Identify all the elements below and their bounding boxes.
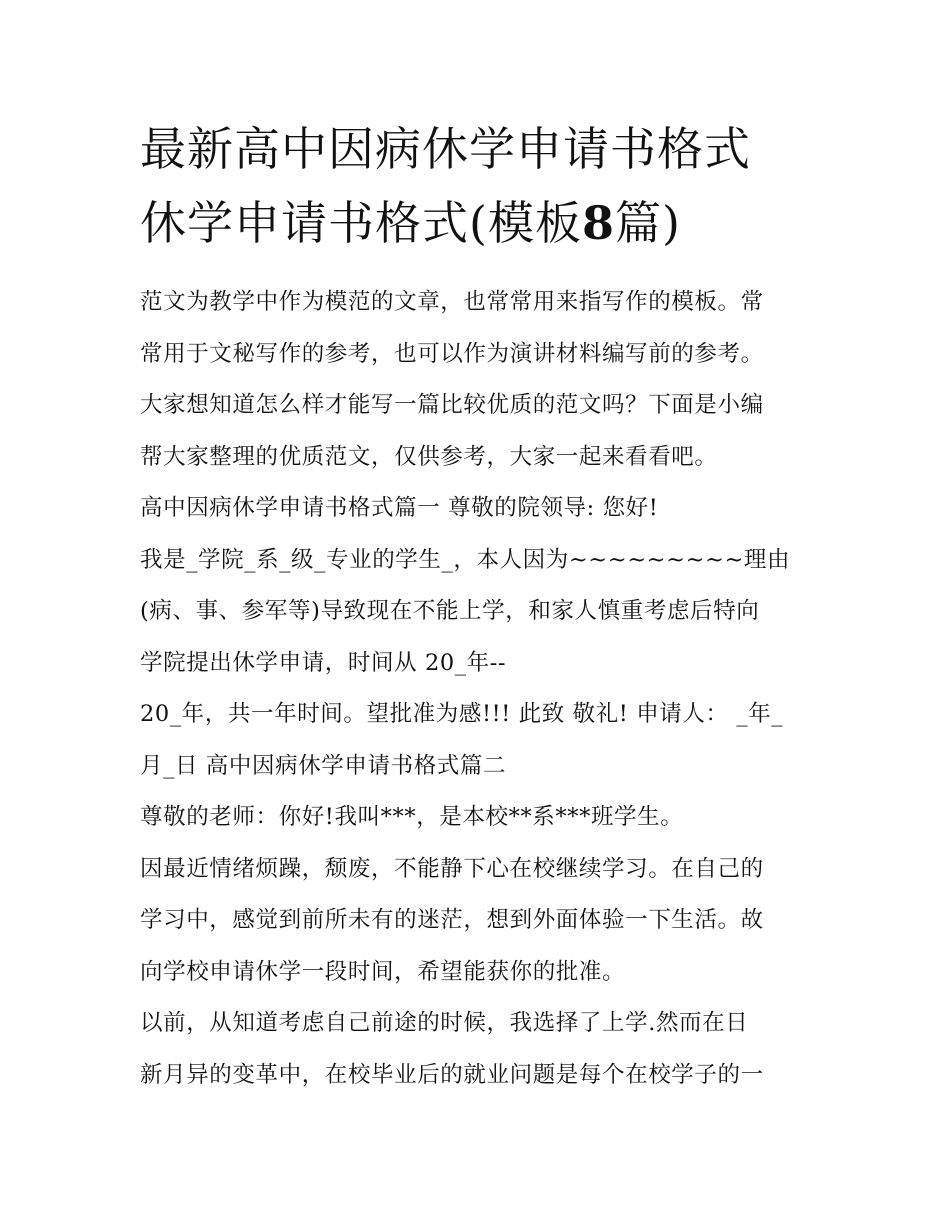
body-line: 范文为教学中作为模范的文章，也常常用来指写作的模板。常	[140, 289, 764, 315]
body-line: 大家想知道怎么样才能写一篇比较优质的范文吗？下面是小编	[140, 392, 764, 418]
body-line: (病、事、参军等)导致现在不能上学，和家人慎重考虑后特向	[140, 598, 760, 624]
body-line: 20_年，共一年时间。望批准为感!!! 此致 敬礼! 申请人： _年_	[140, 701, 784, 727]
title-line-2	[140, 186, 840, 260]
body-line: 尊敬的老师：你好!我叫***，是本校**系***班学生。	[140, 804, 684, 830]
body-line: 学习中，感觉到前所未有的迷茫，想到外面体验一下生活。故	[140, 907, 764, 933]
title-line-2-number: 8	[581, 196, 615, 250]
document-title	[140, 112, 840, 260]
body-line: 帮大家整理的优质范文，仅供参考，大家一起来看看吧。	[140, 443, 718, 470]
body-line: 学院提出休学申请，时间从 20_年--	[140, 649, 507, 676]
title-line-2-suffix: 篇)	[614, 196, 681, 250]
body-line: 月_日 高中因病休学申请书格式篇二	[140, 752, 507, 779]
body-line: 以前，从知道考虑自己前途的时候，我选择了上学.然而在日	[140, 1010, 749, 1036]
title-line-1: 最新高中因病休学申请书格式	[140, 122, 751, 176]
body-line: 新月异的变革中，在校毕业后的就业问题是每个在校学子的一	[140, 1061, 764, 1088]
body-line: 常用于文秘写作的参考，也可以作为演讲材料编写前的参考。	[140, 340, 764, 367]
title-line-2-text: 休学申请书格式(模板	[140, 196, 582, 250]
body-line: 高中因病休学申请书格式篇一 尊敬的院领导: 您好!	[140, 495, 659, 521]
body-line: 因最近情绪烦躁，颓废，不能静下心在校继续学习。在自己的	[140, 855, 764, 882]
document-body	[140, 280, 830, 1104]
body-line: 我是_学院_系_级_专业的学生_，本人因为~~~~~~~~~理由	[140, 546, 791, 573]
body-line: 向学校申请休学一段时间，希望能获你的批准。	[140, 958, 626, 985]
